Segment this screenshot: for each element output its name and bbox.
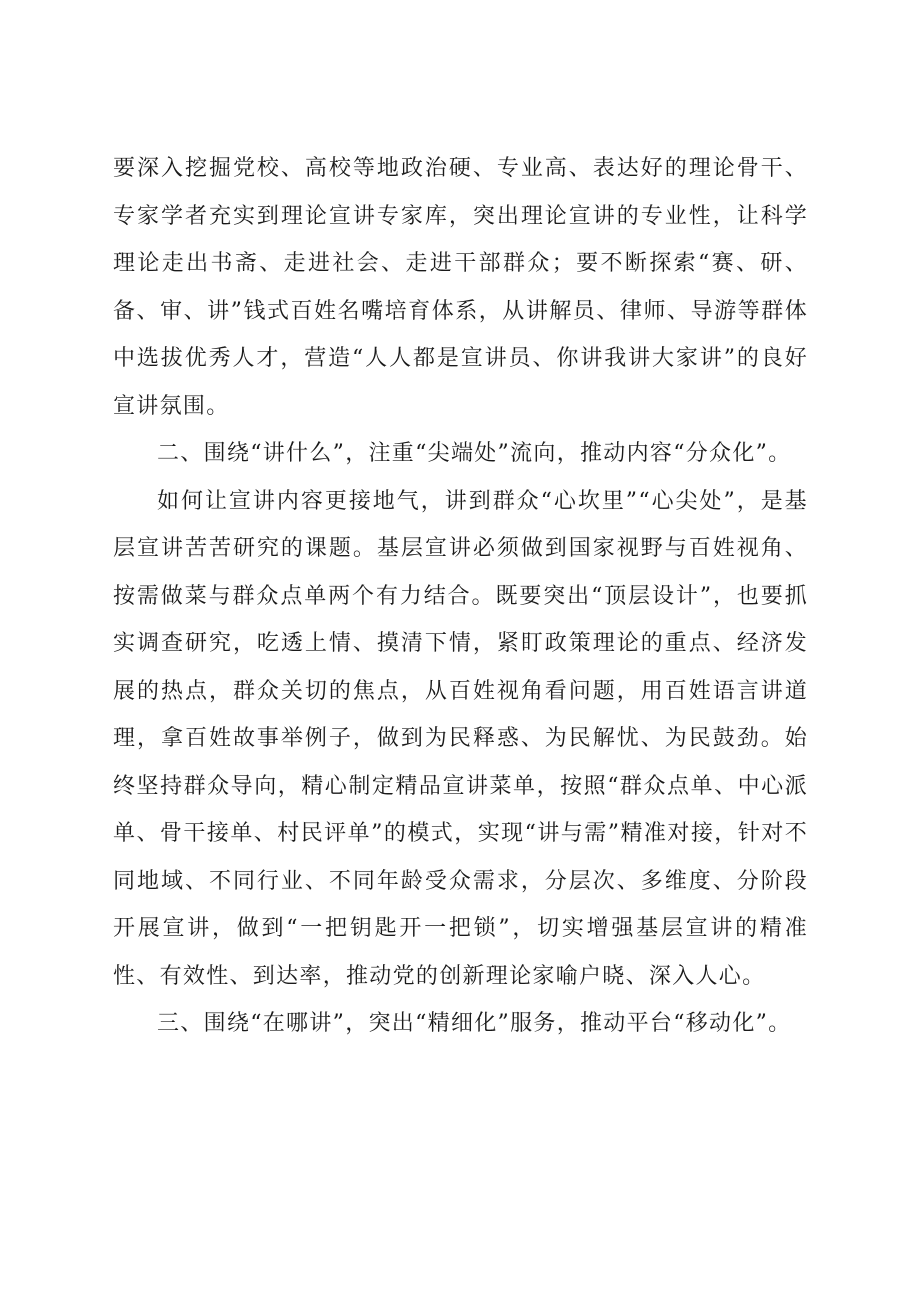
paragraph-expert-pool: 要深入挖掘党校、高校等地政治硬、专业高、表达好的理论骨干、专家学者充实到理论宣讲专家库，突出理论宣讲的专业性，让科学理论走出书斋、走进社会、走进干部群众；要不断探索“赛、研、备、审、讲”钱式百姓名嘴培育体系，从讲解员、律师、导游等群体中选拔优秀人才，营造“人人都是宣讲员、你讲我讲大家讲”的良好宣讲氛围。: [113, 156, 808, 419]
paragraph-content-focus: 如何让宣讲内容更接地气，讲到群众“心坎里”“心尖处”，是基层宣讲苦苦研究的课题。基层宣讲必须做到国家视野与百姓视角、按需做菜与群众点单两个有力结合。既要突出“顶层设计”，也要抓实调查研究，吃透上情、摸清下情，紧盯政策理论的重点、经济发展的热点，群众关切的焦点，从百姓视角看问题，用百姓语言讲道理，拿百姓故事举例子，做到为民释惑、为民解忧、为民鼓劲。始终坚持群众导向，精心制定精品宣讲菜单，按照“群众点单、中心派单、骨干接单、村民评单”的模式，实现“讲与需”精准对接，针对不同地域、不同行业、不同年龄受众需求，分层次、多维度、分阶段开展宣讲，做到“一把钥匙开一把锁”，切实增强基层宣讲的精准性、有效性、到达率，推动党的创新理论家喻户晓、深入人心。: [113, 488, 808, 989]
heading-section-three: 三、围绕“在哪讲”，突出“精细化”服务，推动平台“移动化”。: [157, 1011, 792, 1036]
heading-section-two: 二、围绕“讲什么”，注重“尖端处”流向，推动内容“分众化”。: [157, 441, 792, 466]
body-text: [113, 145, 808, 1048]
